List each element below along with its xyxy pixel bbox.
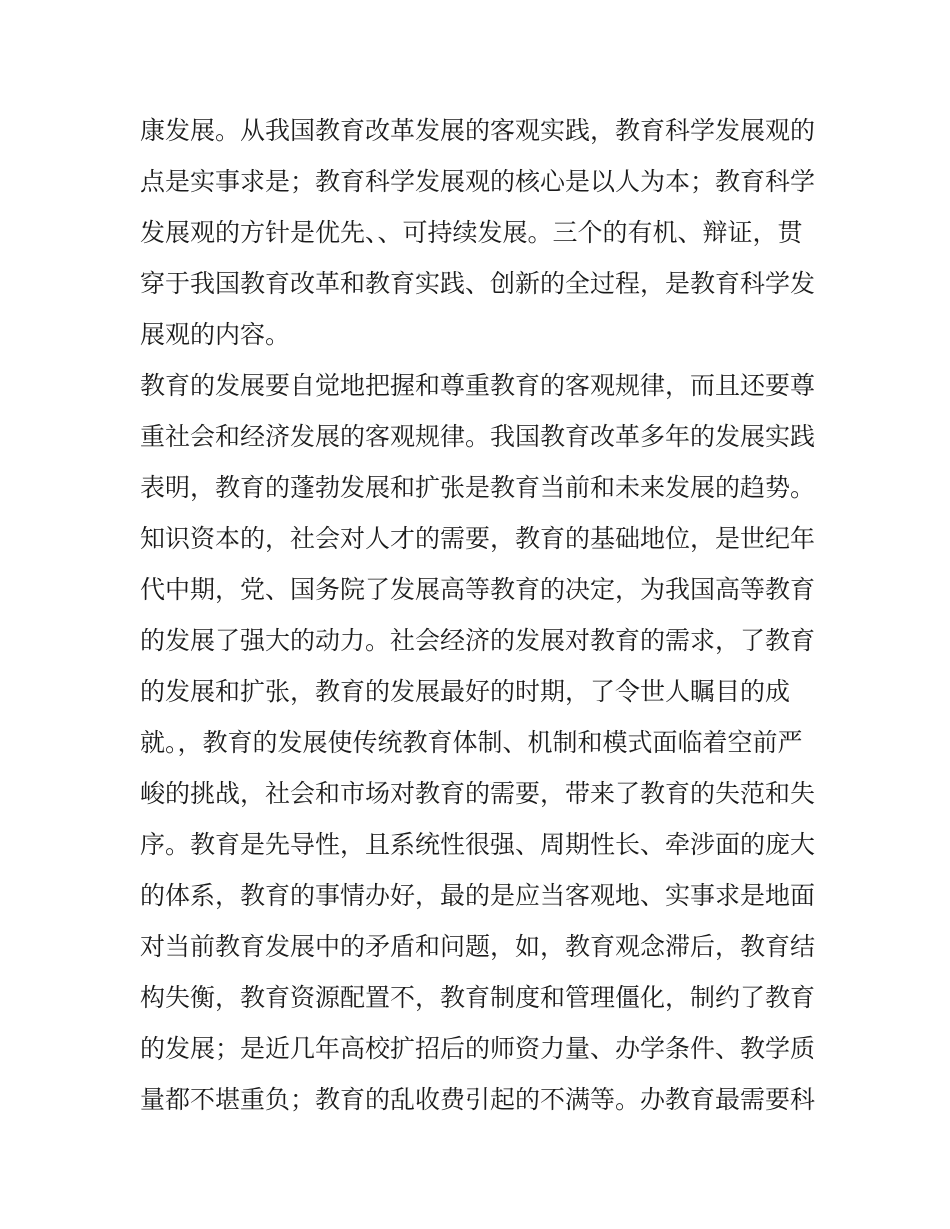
text-line: 教育的发展要自觉地把握和尊重教育的客观规律，而且还要尊 <box>140 371 816 400</box>
text-line: 康发展。从我国教育改革发展的客观实践，教育科学发展观的 <box>140 116 816 145</box>
text-line: 发展观的方针是优先、、可持续发展。三个的有机、辩证，贯 <box>140 218 803 247</box>
text-line: 就。，教育的发展使传统教育体制、机制和模式面临着空前严 <box>140 728 803 757</box>
text-line: 知识资本的，社会对人才的需要，教育的基础地位，是世纪年 <box>140 524 816 553</box>
text-line: 展观的内容。 <box>140 320 291 349</box>
text-line: 重社会和经济发展的客观规律。我国教育改革多年的发展实践 <box>140 422 816 451</box>
text-line: 表明，教育的蓬勃发展和扩张是教育当前和未来发展的趋势。 <box>140 473 816 502</box>
text-line: 的发展了强大的动力。社会经济的发展对教育的需求，了教育 <box>140 626 816 655</box>
text-line: 的发展；是近几年高校扩招后的师资力量、办学条件、教学质 <box>140 1034 816 1063</box>
body-text <box>140 105 820 1125</box>
text-line: 量都不堪重负；教育的乱收费引起的不满等。办教育最需要科 <box>140 1085 816 1114</box>
text-line: 的发展和扩张，教育的发展最好的时期，了令世人瞩目的成 <box>140 677 791 706</box>
text-line: 点是实事求是；教育科学发展观的核心是以人为本；教育科学 <box>140 167 816 196</box>
text-line: 对当前教育发展中的矛盾和问题，如，教育观念滞后，教育结 <box>140 932 816 961</box>
text-line: 穿于我国教育改革和教育实践、创新的全过程，是教育科学发 <box>140 269 816 298</box>
text-line: 的体系，教育的事情办好，最的是应当客观地、实事求是地面 <box>140 881 816 910</box>
text-line: 序。教育是先导性，且系统性很强、周期性长、牵涉面的庞大 <box>140 830 816 859</box>
text-line: 构失衡，教育资源配置不，教育制度和管理僵化，制约了教育 <box>140 983 816 1012</box>
text-line: 峻的挑战，社会和市场对教育的需要，带来了教育的失范和失 <box>140 779 816 808</box>
text-line: 代中期，党、国务院了发展高等教育的决定，为我国高等教育 <box>140 575 816 604</box>
